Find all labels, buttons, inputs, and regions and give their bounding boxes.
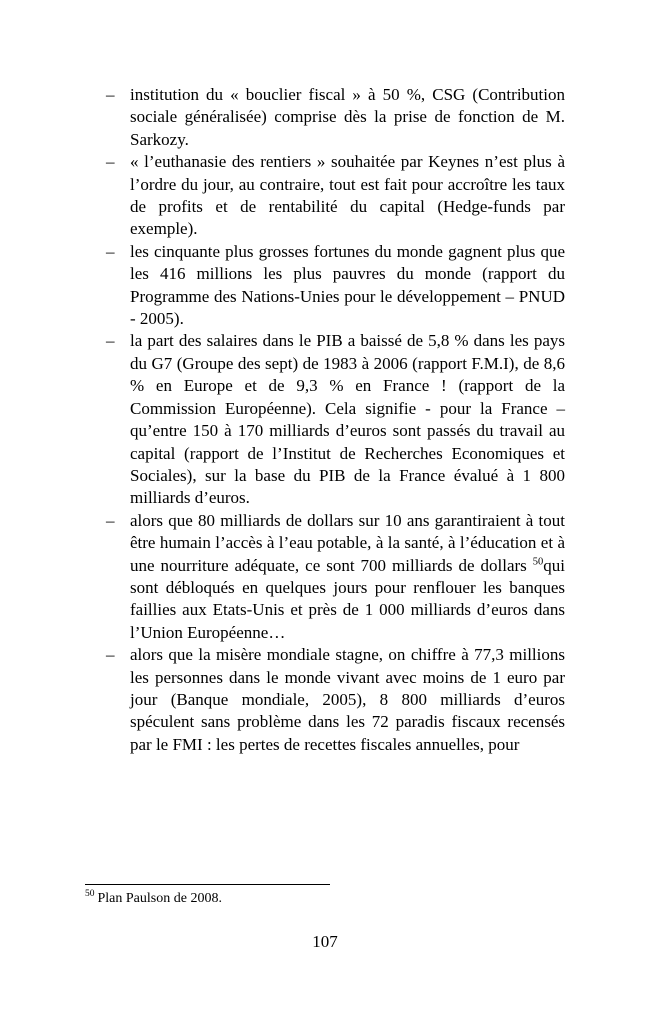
bullet-dash: – bbox=[106, 645, 115, 665]
footnote-area bbox=[85, 884, 565, 908]
bullet-text: les cinquante plus grosses fortunes du monde gagnent plus que les 416 millions les plus pauvres du monde (rapport du Programme des Nations-Unies pour le développement – PNUD - 2005). bbox=[130, 241, 565, 329]
bullet-text: institution du « bouclier fiscal » à 50 %, CSG (Contribution sociale généralisée) comprise dès la prise de fonction de M. Sarkozy. bbox=[130, 85, 565, 149]
footnote-marker: 50 bbox=[85, 889, 95, 900]
bullet-dash: – bbox=[106, 241, 115, 261]
list-item bbox=[85, 241, 565, 331]
list-item bbox=[85, 644, 565, 756]
bullet-text: la part des salaires dans le PIB a baissé de 5,8 % dans les pays du G7 (Groupe des sept) de 1983 à 2006 (rapport F.M.I), de 8,6 % en Europe et de 9,3 % en France ! (rapport de la Commission Européenne). Cela signifie - pour la France – qu’entre 150 à 170 milliards d’euros sont passés du travail au capital (rapport de l’Institut de Recherches Economiques et Sociales), sur la base du PIB de la France évalué à 1 800 milliards d’euros. bbox=[130, 331, 565, 508]
bullet-dash: – bbox=[106, 331, 115, 351]
bullet-dash: – bbox=[106, 85, 115, 104]
footnote bbox=[85, 890, 565, 908]
bullet-text: alors que la misère mondiale stagne, on chiffre à 77,3 millions les personnes dans le monde vivant avec moins de 1 euro par jour (Banque mondiale, 2005), 8 800 milliards d’euros spéculent sans problème dans les 72 paradis fiscaux recensés par le FMI : les pertes de recettes fiscales annuelles, pour bbox=[130, 645, 565, 754]
list-item bbox=[85, 330, 565, 509]
bullet-list bbox=[85, 84, 565, 756]
footnote-text: Plan Paulson de 2008. bbox=[97, 891, 222, 906]
bullet-text bbox=[130, 510, 565, 644]
page-number: 107 bbox=[312, 932, 338, 951]
list-item bbox=[85, 151, 565, 241]
footnote-separator bbox=[85, 884, 330, 885]
list-item bbox=[85, 510, 565, 644]
footnote-reference: 50 bbox=[532, 555, 544, 567]
bullet-text: « l’euthanasie des rentiers » souhaitée par Keynes n’est plus à l’ordre du jour, au contraire, tout est fait pour accroître les taux de profits et de rentabilité du capital (Hedge-funds par exemple). bbox=[130, 152, 565, 239]
list-item bbox=[85, 84, 565, 151]
bullet-dash: – bbox=[106, 152, 115, 172]
bullet-text-segment: qui sont débloqués en quelques jours pour renflouer les banques faillies aux Etats-Unis et près de 1 000 milliards d’euros dans l’Union Européenne… bbox=[130, 555, 565, 642]
bullet-dash: – bbox=[106, 510, 115, 530]
bullet-text-segment: alors que 80 milliards de dollars sur 10 ans garantiraient à tout être humain l’accès à l’eau potable, à la santé, à l’éducation et à une nourriture adéquate, ce sont 700 milliards de dollars bbox=[130, 510, 565, 575]
